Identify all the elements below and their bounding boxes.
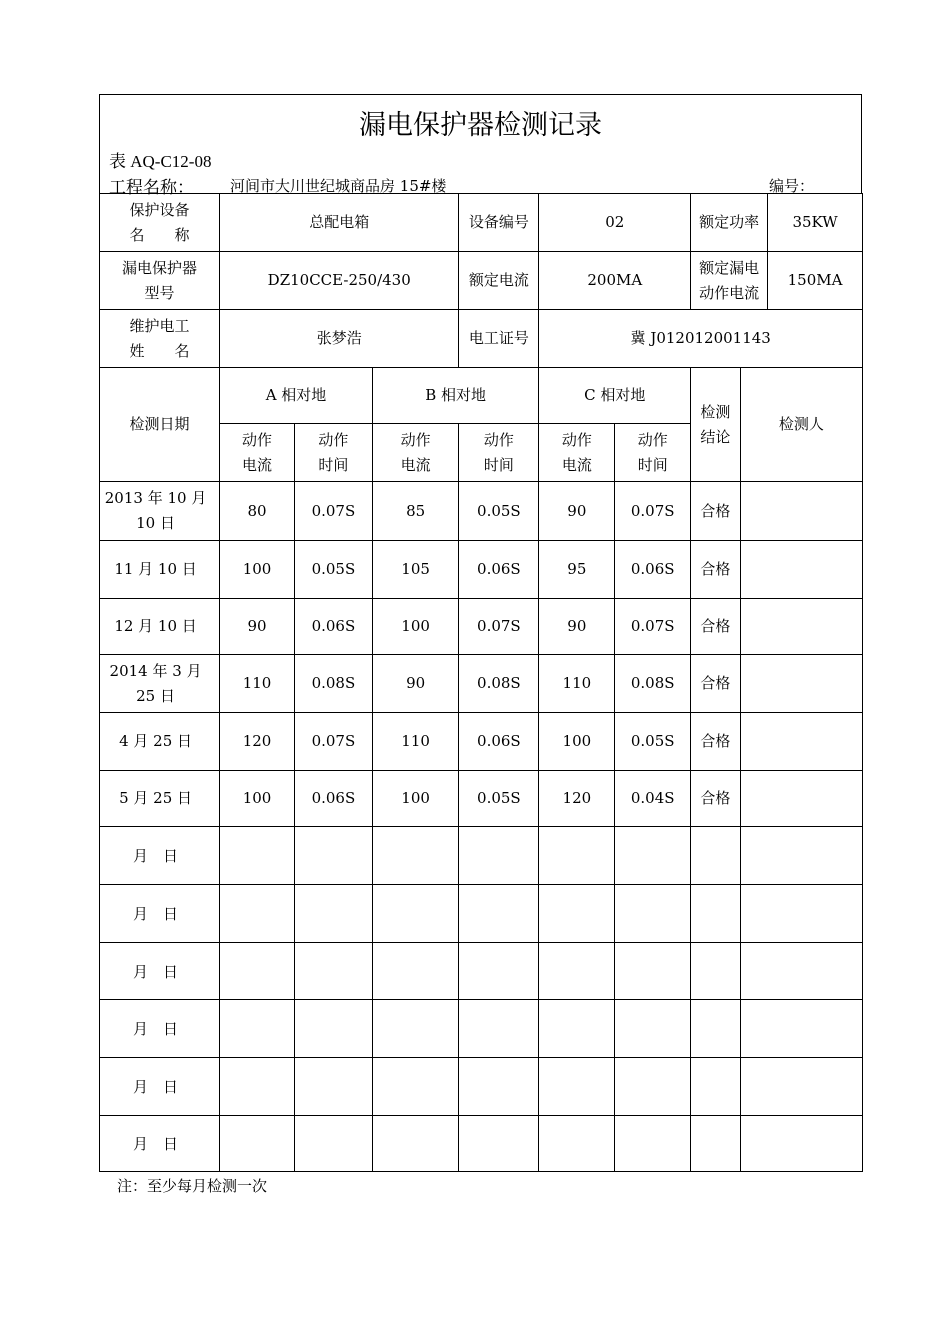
row-result: 合格 [691,713,741,771]
blank-cell [220,1116,295,1172]
blank-cell [615,1116,691,1172]
blank-cell [615,827,691,885]
blank-cell [740,1116,862,1172]
b-current: 105 [372,541,458,599]
b-current: 85 [372,482,458,541]
electrician-label: 维护电工 姓 名 [100,310,220,368]
blank-cell [691,1116,741,1172]
c-current: 90 [539,599,615,655]
row-inspector [740,655,862,713]
blank-row [100,943,863,1000]
rated-power-label: 额定功率 [691,194,768,252]
blank-cell [615,1058,691,1116]
row-inspector [740,771,862,827]
c-time: 0.07S [615,482,691,541]
cert-no: 冀 J012012001143 [539,310,863,368]
blank-cell [220,1000,295,1058]
c-time: 0.04S [615,771,691,827]
blank-cell [459,943,539,1000]
table-row [100,482,863,541]
blank-cell [539,943,615,1000]
info-row-model [100,252,863,310]
c-time: 0.06S [615,541,691,599]
rated-leak-label: 额定漏电 动作电流 [691,252,768,310]
info-row-device [100,194,863,252]
row-inspector [740,599,862,655]
row-date: 2013 年 10 月 10 日 [100,482,220,541]
blank-cell [294,885,372,943]
header-phase-a: A 相对地 [220,368,373,424]
blank-row [100,1058,863,1116]
header-phase-c: C 相对地 [539,368,691,424]
blank-cell [740,885,862,943]
blank-cell [220,943,295,1000]
table-row [100,541,863,599]
table-row [100,655,863,713]
header-result: 检测 结论 [691,368,741,482]
blank-cell [740,943,862,1000]
blank-row [100,1000,863,1058]
c-current: 100 [539,713,615,771]
a-time: 0.06S [294,599,372,655]
blank-cell [459,1116,539,1172]
blank-cell [459,827,539,885]
blank-cell [372,1058,458,1116]
blank-cell [539,1000,615,1058]
a-current: 110 [220,655,295,713]
header-c-time: 动作 时间 [615,424,691,482]
electrician-name: 张梦浩 [220,310,459,368]
blank-cell [459,885,539,943]
blank-cell [539,1058,615,1116]
c-current: 110 [539,655,615,713]
a-current: 80 [220,482,295,541]
table-row [100,713,863,771]
number-label: 编号： [769,177,815,195]
blank-cell [615,885,691,943]
footnote: 注：至少每月检测一次 [117,1177,268,1195]
blank-cell [220,827,295,885]
a-current: 100 [220,541,295,599]
row-inspector [740,541,862,599]
blank-cell [372,943,458,1000]
blank-cell [372,1000,458,1058]
blank-cell [459,1000,539,1058]
rated-leak: 150MA [768,252,863,310]
b-time: 0.06S [459,541,539,599]
table-row [100,599,863,655]
blank-cell [691,827,741,885]
header-inspector: 检测人 [740,368,862,482]
blank-date: 月 日 [100,827,220,885]
device-name-label: 保护设备 名 称 [100,194,220,252]
project-name: 河间市大川世纪城商品房 15#楼 [230,177,447,195]
row-result: 合格 [691,599,741,655]
b-current: 100 [372,599,458,655]
blank-cell [740,1000,862,1058]
c-current: 95 [539,541,615,599]
blank-cell [615,943,691,1000]
blank-cell [372,827,458,885]
device-no: 02 [539,194,691,252]
row-date: 5 月 25 日 [100,771,220,827]
blank-date: 月 日 [100,1000,220,1058]
blank-row [100,827,863,885]
device-name: 总配电箱 [220,194,459,252]
rated-current-label: 额定电流 [459,252,539,310]
a-time: 0.06S [294,771,372,827]
header-row-phases [100,368,863,424]
c-time: 0.08S [615,655,691,713]
blank-cell [294,1058,372,1116]
page-title: 漏电保护器检测记录 [359,110,602,141]
row-inspector [740,482,862,541]
b-time: 0.05S [459,482,539,541]
row-result: 合格 [691,655,741,713]
blank-row [100,1116,863,1172]
blank-cell [691,1000,741,1058]
device-no-label: 设备编号 [459,194,539,252]
blank-cell [220,885,295,943]
blank-cell [372,1116,458,1172]
b-current: 100 [372,771,458,827]
blank-cell [740,827,862,885]
blank-cell [220,1058,295,1116]
b-time: 0.05S [459,771,539,827]
blank-cell [459,1058,539,1116]
inspection-table [99,193,863,1172]
b-current: 110 [372,713,458,771]
header-phase-b: B 相对地 [372,368,539,424]
c-current: 120 [539,771,615,827]
a-time: 0.07S [294,713,372,771]
blank-date: 月 日 [100,1058,220,1116]
a-current: 100 [220,771,295,827]
row-inspector [740,713,862,771]
blank-cell [294,827,372,885]
a-time: 0.08S [294,655,372,713]
a-current: 90 [220,599,295,655]
header-date: 检测日期 [100,368,220,482]
info-row-electrician [100,310,863,368]
header-a-time: 动作 时间 [294,424,372,482]
b-time: 0.08S [459,655,539,713]
row-result: 合格 [691,482,741,541]
row-date: 4 月 25 日 [100,713,220,771]
blank-cell [539,827,615,885]
row-result: 合格 [691,771,741,827]
cert-label: 电工证号 [459,310,539,368]
form-number: 表 AQ-C12-08 [109,152,212,171]
header-b-time: 动作 时间 [459,424,539,482]
blank-cell [539,1116,615,1172]
form-header [99,94,862,198]
blank-date: 月 日 [100,885,220,943]
table-row [100,771,863,827]
c-time: 0.05S [615,713,691,771]
blank-cell [691,885,741,943]
blank-row [100,885,863,943]
rated-power: 35KW [768,194,863,252]
row-date: 11 月 10 日 [100,541,220,599]
b-current: 90 [372,655,458,713]
blank-date: 月 日 [100,1116,220,1172]
a-current: 120 [220,713,295,771]
rated-current: 200MA [539,252,691,310]
blank-cell [691,943,741,1000]
blank-cell [372,885,458,943]
row-result: 合格 [691,541,741,599]
model-value: DZ10CCE-250/430 [220,252,459,310]
header-a-current: 动作 电流 [220,424,295,482]
project-label: 工程名称： [109,178,194,198]
header-c-current: 动作 电流 [539,424,615,482]
blank-cell [294,943,372,1000]
blank-cell [615,1000,691,1058]
a-time: 0.05S [294,541,372,599]
c-time: 0.07S [615,599,691,655]
model-label: 漏电保护器 型号 [100,252,220,310]
row-date: 2014 年 3 月 25 日 [100,655,220,713]
b-time: 0.07S [459,599,539,655]
blank-cell [740,1058,862,1116]
c-current: 90 [539,482,615,541]
header-b-current: 动作 电流 [372,424,458,482]
b-time: 0.06S [459,713,539,771]
blank-date: 月 日 [100,943,220,1000]
blank-cell [294,1116,372,1172]
blank-cell [539,885,615,943]
blank-cell [294,1000,372,1058]
row-date: 12 月 10 日 [100,599,220,655]
a-time: 0.07S [294,482,372,541]
blank-cell [691,1058,741,1116]
